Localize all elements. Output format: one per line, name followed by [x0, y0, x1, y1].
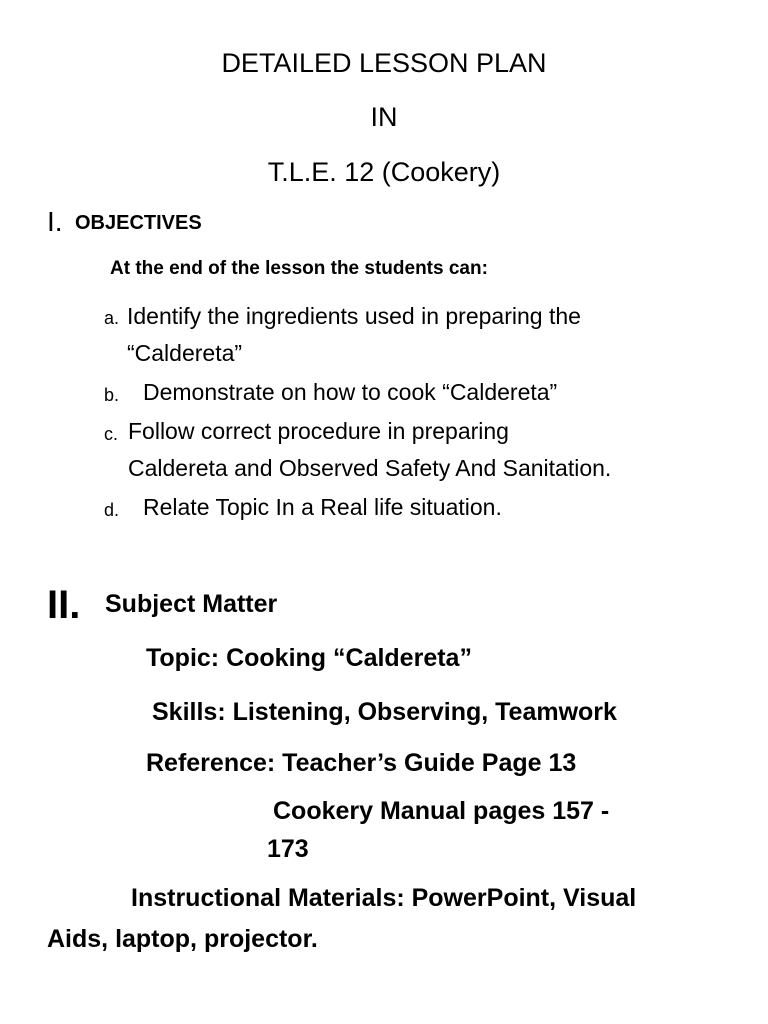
section-2-numeral: II. [47, 583, 81, 627]
objective-a-line-1: Identify the ingredients used in preparing the [127, 303, 581, 329]
reference-continued-line-2: 173 [267, 835, 309, 863]
title-line-2: IN [370, 102, 398, 132]
title-line-1: DETAILED LESSON PLAN [221, 48, 547, 78]
objective-a-letter: a. [104, 308, 120, 328]
objective-d-letter: d. [104, 500, 120, 520]
reference-line: Reference: Teacher’s Guide Page 13 [146, 749, 577, 777]
objectives-intro: At the end of the lesson the students can: [110, 258, 488, 279]
objective-b-line-1: Demonstrate on how to cook “Caldereta” [143, 379, 558, 405]
objective-a-line-2: “Caldereta” [127, 340, 243, 366]
objective-c-line-1: Follow correct procedure in preparing [128, 418, 509, 444]
objective-d-line-1: Relate Topic In a Real life situation. [143, 494, 502, 520]
materials-line-1: Instructional Materials: PowerPoint, Visual [131, 884, 637, 912]
materials-line-2: Aids, laptop, projector. [47, 925, 318, 953]
section-1-heading: OBJECTIVES [75, 212, 202, 234]
section-1-numeral: I. [47, 206, 63, 237]
title-line-3: T.L.E. 12 (Cookery) [267, 157, 501, 187]
objective-b-letter: b. [104, 385, 120, 405]
objective-c-line-2: Caldereta and Observed Safety And Sanitation. [128, 455, 612, 481]
section-2-heading: Subject Matter [105, 590, 278, 618]
reference-continued-line-1: Cookery Manual pages 157 - [273, 797, 610, 825]
topic-line: Topic: Cooking “Caldereta” [146, 644, 472, 672]
objective-c-letter: c. [104, 424, 119, 444]
skills-line: Skills: Listening, Observing, Teamwork [152, 698, 617, 726]
